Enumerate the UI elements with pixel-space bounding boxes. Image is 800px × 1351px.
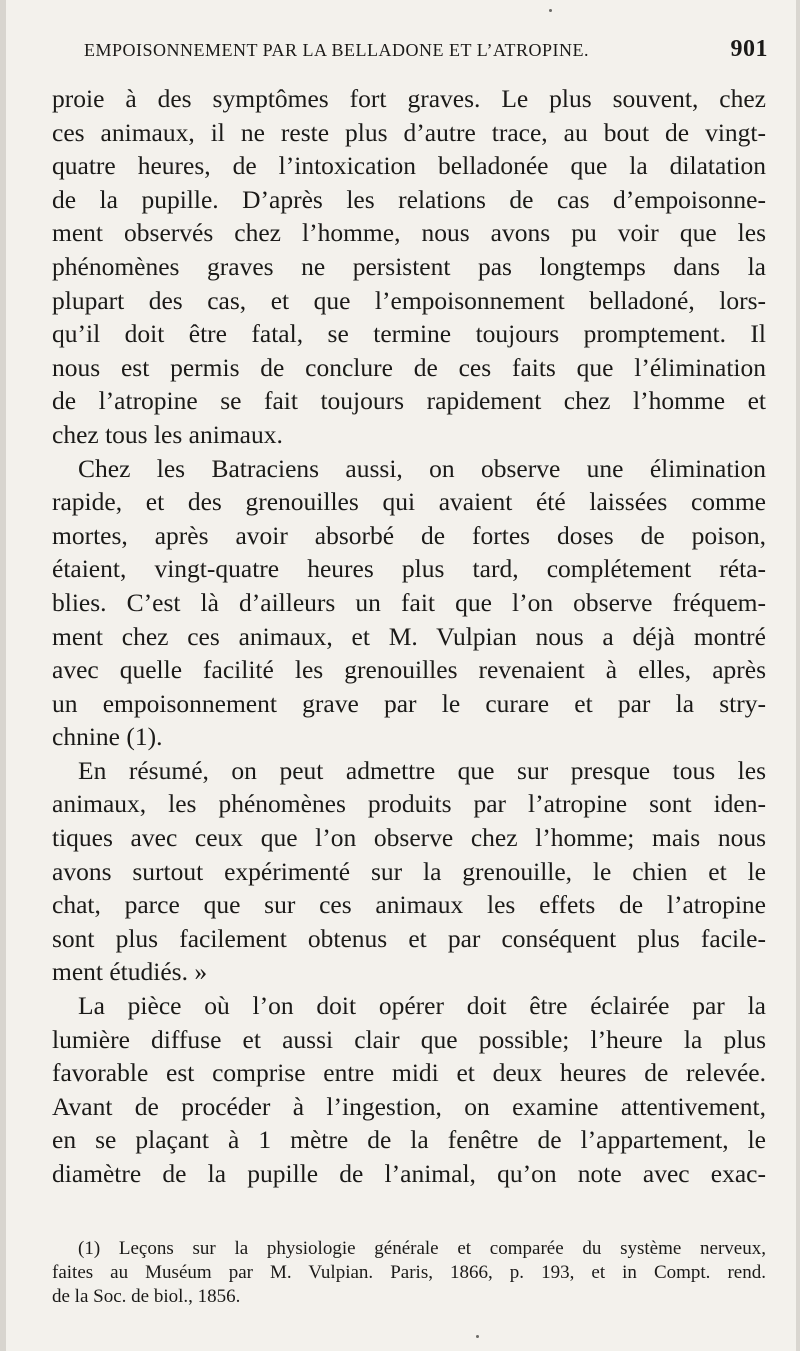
text-line: sont plus facilement obtenus et par conséquent plus facile- bbox=[52, 923, 766, 953]
print-speck bbox=[476, 1335, 479, 1338]
text-line: nous est permis de conclure de ces faits que l’élimination bbox=[52, 352, 766, 382]
text-line: proie à des symptômes fort graves. Le plus souvent, chez bbox=[52, 84, 766, 113]
text-line: lumière diffuse et aussi clair que possible; l’heure la plus bbox=[52, 1024, 766, 1054]
text-line: quatre heures, de l’intoxication belladonée que la dilatation bbox=[52, 151, 766, 181]
text-line: Chez les Batraciens aussi, on observe une élimination bbox=[78, 453, 766, 483]
text-line: étaient, vingt-quatre heures plus tard, complétement réta- bbox=[52, 554, 766, 584]
footnote-line: de la Soc. de biol., 1856. bbox=[52, 1286, 241, 1307]
print-speck bbox=[549, 9, 552, 12]
text-line: Avant de procéder à l’ingestion, on examine attentivement, bbox=[52, 1091, 766, 1121]
text-line: La pièce où l’on doit opérer doit être éclairée par la bbox=[78, 991, 766, 1021]
text-line: avec quelle facilité les grenouilles revenaient à elles, après bbox=[52, 655, 766, 685]
text-line: phénomènes graves ne persistent pas longtemps dans la bbox=[52, 251, 766, 281]
body-text bbox=[52, 82, 766, 1191]
text-line: tiques avec ceux que l’on observe chez l’homme; mais nous bbox=[52, 823, 766, 853]
page-header bbox=[72, 38, 772, 66]
text-line: ment chez ces animaux, et M. Vulpian nous a déjà montré bbox=[52, 621, 766, 651]
text-line: un empoisonnement grave par le curare et par la stry- bbox=[52, 688, 766, 718]
running-title: EMPOISONNEMENT PAR LA BELLADONE ET L’ATROPINE. bbox=[84, 40, 590, 60]
text-line: blies. C’est là d’ailleurs un fait que l’on observe fréquem- bbox=[52, 587, 766, 617]
text-line: mortes, après avoir absorbé de fortes doses de poison, bbox=[52, 520, 766, 550]
text-line: chnine (1). bbox=[52, 722, 163, 752]
text-line: ment étudiés. » bbox=[52, 957, 208, 987]
text-line: favorable est comprise entre midi et deux heures de relevée. bbox=[52, 1058, 766, 1088]
text-line: diamètre de la pupille de l’animal, qu’on note avec exac- bbox=[52, 1159, 766, 1188]
text-line: qu’il doit être fatal, se termine toujours promptement. Il bbox=[52, 319, 766, 349]
text-line: ces animaux, il ne reste plus d’autre trace, au bout de vingt- bbox=[52, 117, 766, 147]
page-number: 901 bbox=[730, 36, 768, 62]
text-line: ment observés chez l’homme, nous avons pu voir que les bbox=[52, 218, 766, 248]
text-line: de la pupille. D’après les relations de cas d’empoisonne- bbox=[52, 184, 766, 214]
text-line: avons surtout expérimenté sur la grenouille, le chien et le bbox=[52, 856, 766, 886]
text-line: chez tous les animaux. bbox=[52, 419, 283, 449]
text-line: En résumé, on peut admettre que sur presque tous les bbox=[78, 755, 766, 785]
footnote-line: (1) Leçons sur la physiologie générale et comparée du système nerveux, bbox=[78, 1238, 766, 1259]
text-line: plupart des cas, et que l’empoisonnement belladoné, lors- bbox=[52, 285, 766, 315]
footnote bbox=[52, 1237, 766, 1309]
text-line: en se plaçant à 1 mètre de la fenêtre de l’appartement, le bbox=[52, 1125, 766, 1155]
text-line: animaux, les phénomènes produits par l’atropine sont iden- bbox=[52, 789, 766, 819]
text-line: rapide, et des grenouilles qui avaient été laissées comme bbox=[52, 487, 766, 517]
footnote-line: faites au Muséum par M. Vulpian. Paris, 1866, p. 193, et in Compt. rend. bbox=[52, 1262, 766, 1283]
text-line: chat, parce que sur ces animaux les effets de l’atropine bbox=[52, 890, 766, 920]
text-line: de l’atropine se fait toujours rapidement chez l’homme et bbox=[52, 386, 766, 416]
